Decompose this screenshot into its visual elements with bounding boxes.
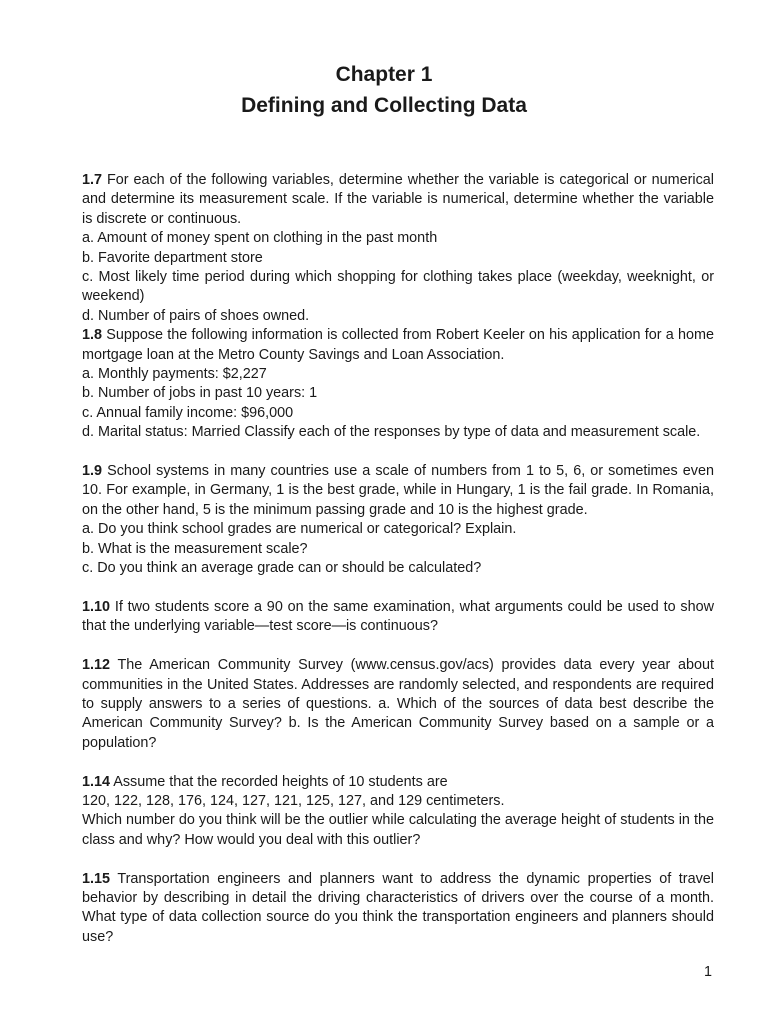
problem-item: b. Number of jobs in past 10 years: 1 xyxy=(82,385,318,402)
problem-text: Suppose the following information is collected from Robert Keeler on his application for a home mortgage loan at the Metro County Savings and Loan Association. xyxy=(82,327,714,363)
problem-text: For each of the following variables, determine whether the variable is categorical or numerical and determine its measurement scale. If the variable is numerical, determine whether the variable is discrete or continuous. xyxy=(82,172,714,227)
spacer xyxy=(82,753,714,772)
problem-1-12 xyxy=(82,656,714,753)
problem-number: 1.10 xyxy=(82,598,111,615)
problem-1-10 xyxy=(82,598,714,637)
problem-item: b. Favorite department store xyxy=(82,249,263,266)
problem-item: c. Most likely time period during which shopping for clothing takes place (weekday, weeknight, or weekend) xyxy=(82,269,714,305)
problem-text: School systems in many countries use a scale of numbers from 1 to 5, 6, or sometimes even 10. For example, in Germany, 1 is the best grade, while in Hungary, 1 is the fail grade. In Romania, on the other hand, 5 is the minimum passing grade and 10 is the highest grade. xyxy=(82,463,714,518)
problem-number: 1.7 xyxy=(82,172,103,188)
problem-item: b. What is the measurement scale? xyxy=(82,540,308,557)
problem-number: 1.8 xyxy=(82,327,103,344)
problem-1-7 xyxy=(82,171,714,229)
page-number: 1 xyxy=(703,964,712,980)
problem-item: a. Do you think school grades are numerical or categorical? Explain. xyxy=(82,521,517,538)
spacer xyxy=(82,579,714,598)
problem-text: If two students score a 90 on the same examination, what arguments could be used to show that the underlying variable—test score—is continuous? xyxy=(82,598,715,635)
problem-data-line: 120, 122, 128, 176, 124, 127, 121, 125, 127, and 129 centimeters. xyxy=(82,792,505,809)
problem-question: Which number do you think will be the outlier while calculating the average height of students in the class and why? How would you deal with this outlier? xyxy=(82,812,714,848)
problem-1-8 xyxy=(82,326,714,365)
problem-item: d. Marital status: Married Classify each of the responses by type of data and measurement scale. xyxy=(82,424,701,441)
problem-1-9 xyxy=(82,462,714,520)
problem-text: Transportation engineers and planners want to address the dynamic properties of travel behavior by describing in detail the driving characteristics of drivers over the course of a month. What type of data collection source do you think the transportation engineers and planners should use? xyxy=(82,870,714,945)
problem-number: 1.14 xyxy=(82,773,111,790)
problem-item: a. Amount of money spent on clothing in the past month xyxy=(82,230,438,247)
spacer xyxy=(82,850,714,869)
problem-number: 1.9 xyxy=(82,463,103,480)
problem-item: a. Monthly payments: $2,227 xyxy=(82,366,267,383)
spacer xyxy=(82,637,714,656)
problem-item: d. Number of pairs of shoes owned. xyxy=(82,307,310,324)
problem-1-14 xyxy=(82,773,714,792)
problem-number: 1.15 xyxy=(82,870,111,887)
spacer xyxy=(82,443,714,462)
problem-item: c. Annual family income: $96,000 xyxy=(82,404,294,421)
chapter-title: Defining and Collecting Data xyxy=(241,94,527,117)
problem-text: The American Community Survey (www.census.gov/acs) provides data every year about communities in the United States. Addresses are randomly selected, and respondents are required to supply answers to a series of questions. a. Which of the sources of data best describe the American Community Survey? b. Is the American Community Survey based on a sample or a population? xyxy=(82,657,714,751)
chapter-heading: Chapter 1 xyxy=(335,63,433,86)
problem-item: c. Do you think an average grade can or should be calculated? xyxy=(82,560,482,577)
problem-1-15 xyxy=(82,870,714,948)
problem-list xyxy=(82,171,714,947)
problem-text: Assume that the recorded heights of 10 students are xyxy=(113,773,448,790)
problem-number: 1.12 xyxy=(82,657,111,674)
